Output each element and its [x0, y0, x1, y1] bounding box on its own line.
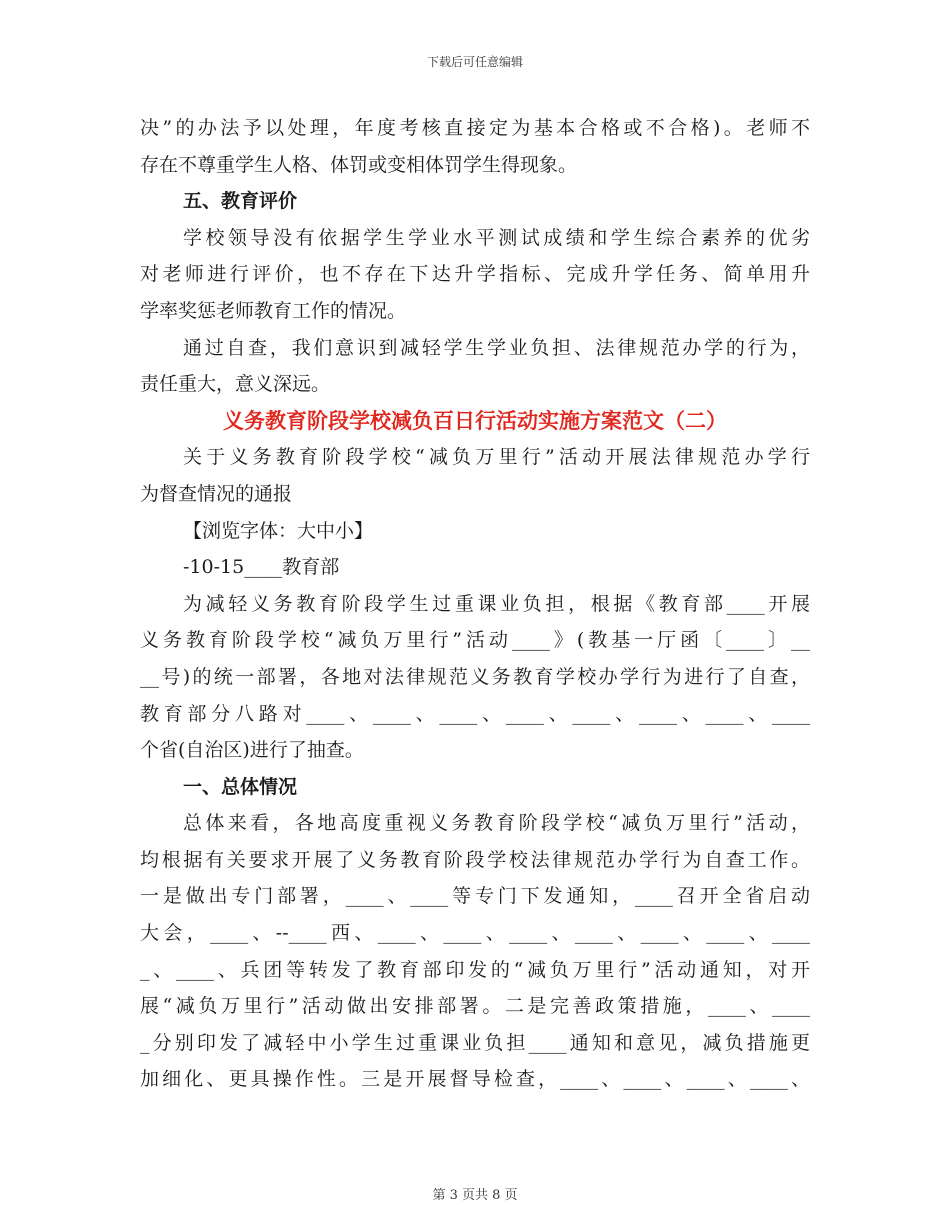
- paragraph-line: 【浏览字体：大中小】: [183, 519, 374, 542]
- paragraph-line: 义务教育阶段学校“减负万里行”活动____》(教基一厅函〔____〕__: [140, 629, 810, 652]
- section-heading: 五、教育评价: [183, 190, 298, 213]
- paragraph-line: 大会，____、--____西、____、____、____、____、____、____、____: [140, 922, 810, 945]
- page-footer: 第 3 页共 8 页: [432, 1188, 518, 1203]
- paragraph-line: 学率奖惩老师教育工作的情况。: [140, 299, 407, 322]
- paragraph-line: _分别印发了减轻中小学生过重课业负担____通知和意见，减负措施更: [140, 1031, 810, 1054]
- paragraph-line: 个省(自治区)进行了抽查。: [140, 739, 364, 762]
- paragraph-line: __号)的统一部署，各地对法律规范义务教育学校办学行为进行了自查，: [140, 665, 810, 688]
- paragraph-line: 存在不尊重学生人格、体罚或变相体罚学生得现象。: [140, 153, 578, 176]
- paragraph-line: 加细化、更具操作性。三是开展督导检查，____、____、____、____、: [140, 1068, 810, 1091]
- paragraph-line: 均根据有关要求开展了义务教育阶段学校法律规范办学行为自查工作。: [140, 848, 810, 871]
- paragraph-line: 总体来看，各地高度重视义务教育阶段学校“减负万里行”活动，: [183, 812, 810, 835]
- document-title: 义务教育阶段学校减负百日行活动实施方案范文（二）: [223, 408, 727, 433]
- paragraph-line: -10-15____教育部: [183, 556, 340, 579]
- paragraph-line: 关于义务教育阶段学校“减负万里行”活动开展法律规范办学行: [183, 446, 810, 469]
- paragraph-line: 一是做出专门部署，____、____等专门下发通知，____召开全省启动: [140, 885, 810, 908]
- document-body: [140, 110, 810, 1098]
- paragraph-line: 通过自查，我们意识到减轻学生学业负担、法律规范办学的行为，: [183, 336, 810, 359]
- paragraph-line: 为减轻义务教育阶段学生过重课业负担，根据《教育部____开展: [183, 592, 810, 615]
- paragraph-line: _、____、兵团等转发了教育部印发的“减负万里行”活动通知，对开: [140, 958, 810, 981]
- paragraph-line: 教育部分八路对____、____、____、____、____、____、____、____: [140, 702, 810, 725]
- paragraph-line: 展“减负万里行”活动做出安排部署。二是完善政策措施，____、____: [140, 995, 810, 1018]
- paragraph-line: 对老师进行评价，也不存在下达升学指标、完成升学任务、简单用升: [140, 263, 810, 286]
- paragraph-line: 为督查情况的通报: [140, 482, 293, 505]
- section-heading: 一、总体情况: [183, 775, 298, 798]
- page-header: 下载后可任意编辑: [426, 55, 523, 69]
- paragraph-line: 学校领导没有依据学生学业水平测试成绩和学生综合素养的优劣: [183, 226, 810, 249]
- paragraph-line: 责任重大，意义深远。: [140, 373, 331, 396]
- paragraph-line: 决”的办法予以处理，年度考核直接定为基本合格或不合格)。老师不: [140, 117, 810, 139]
